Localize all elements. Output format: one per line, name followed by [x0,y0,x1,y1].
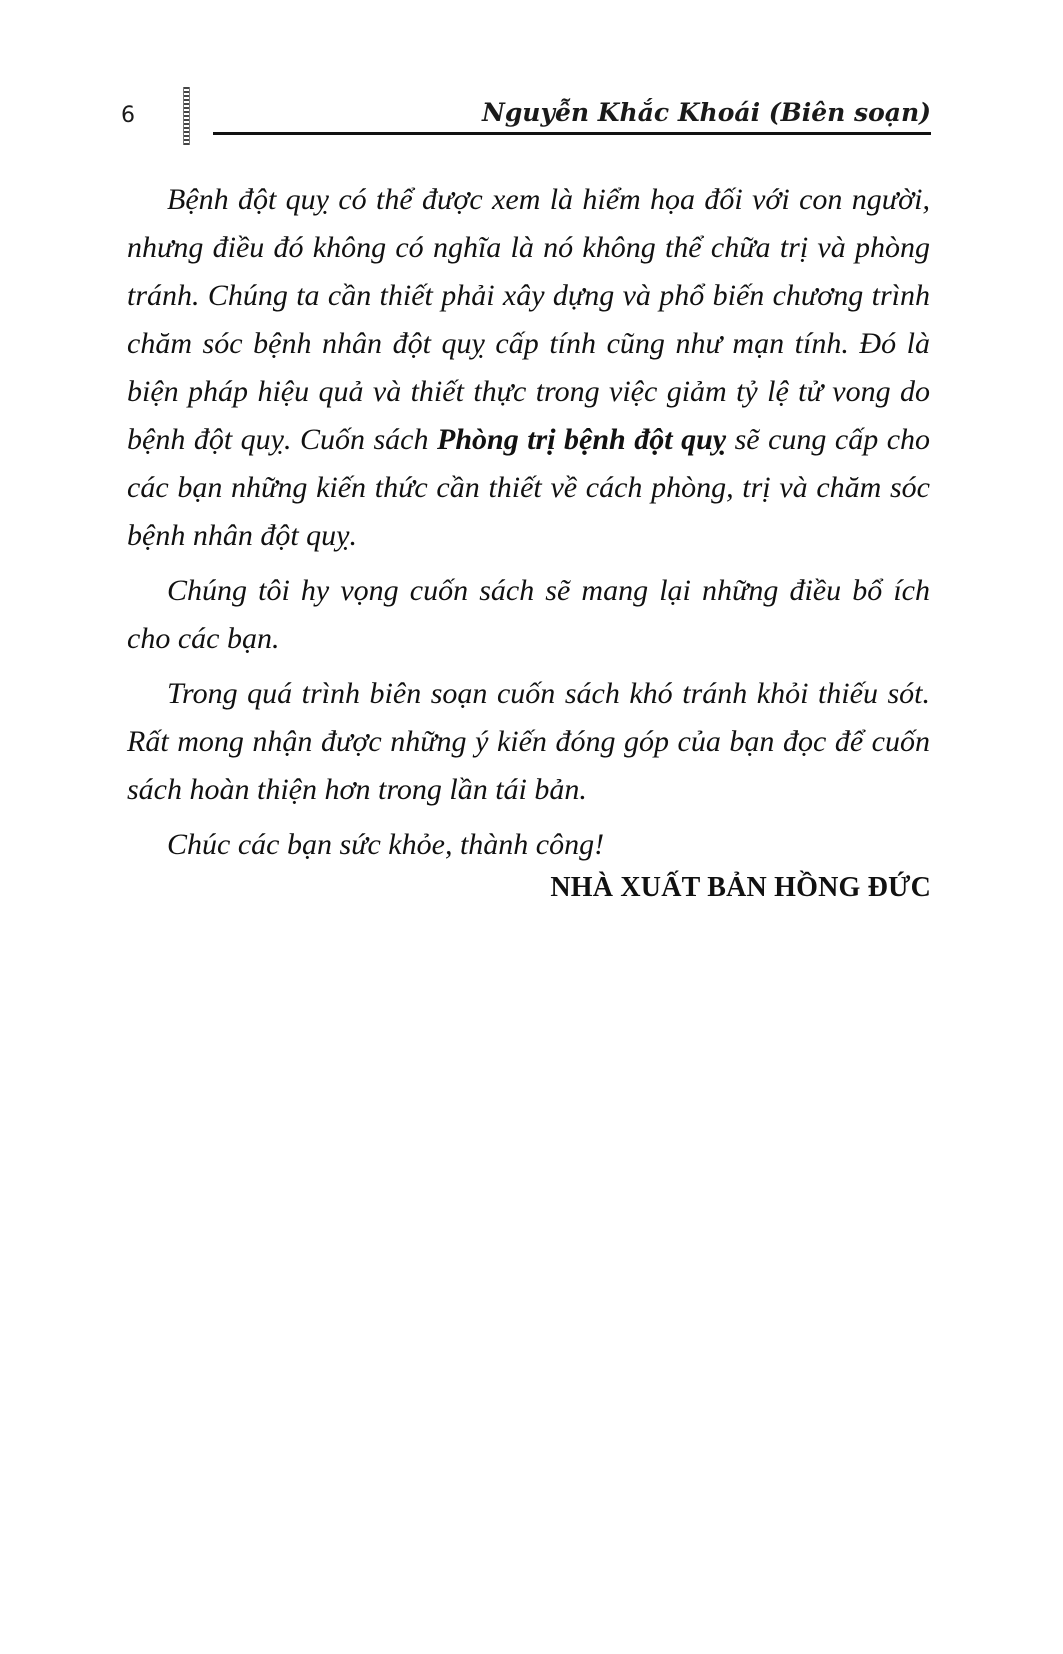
book-title: Phòng trị bệnh đột quỵ [437,423,727,456]
page-number: 6 [121,103,135,128]
header-rule [213,132,931,135]
header-divider-ornament [183,87,190,145]
paragraph-1-text-end: sẽ cung cấp cho các bạn những kiến thức cần thiết về cách phòng, trị và chăm sóc bệnh nhân đột quỵ. [127,423,931,552]
paragraph-3: Trong quá trình biên soạn cuốn sách khó tránh khỏi thiếu sót. Rất mong nhận được những ý kiến đóng góp của bạn đọc để cuốn sách hoàn thiện hơn trong lần tái bản. [127,677,930,806]
paragraph-1-text-start: Bệnh đột quỵ có thể được xem là hiểm họa đối với con người, nhưng điều đó không có nghĩa là nó không thể chữa trị và phòng tránh. Chúng ta cần thiết phải xây dựng và phổ biến chương trình chăm sóc bệnh nhân đột quỵ cấp tính cũng như mạn tính. Đó là biện pháp hiệu quả và thiết thực trong việc giảm tỷ lệ tử vong do bệnh đột quỵ. Cuốn sách [127,183,930,456]
paragraph-2: Chúng tôi hy vọng cuốn sách sẽ mang lại những điều bổ ích cho các bạn. [127,574,930,655]
publisher-signature: NHÀ XUẤT BẢN HỒNG ĐỨC [550,872,931,903]
paragraph-1 [127,176,930,560]
paragraph-4: Chúc các bạn sức khỏe, thành công! [167,828,605,861]
preface-body [127,176,930,876]
author-credit: Nguyễn Khắc Khoái (Biên soạn) [481,98,931,127]
